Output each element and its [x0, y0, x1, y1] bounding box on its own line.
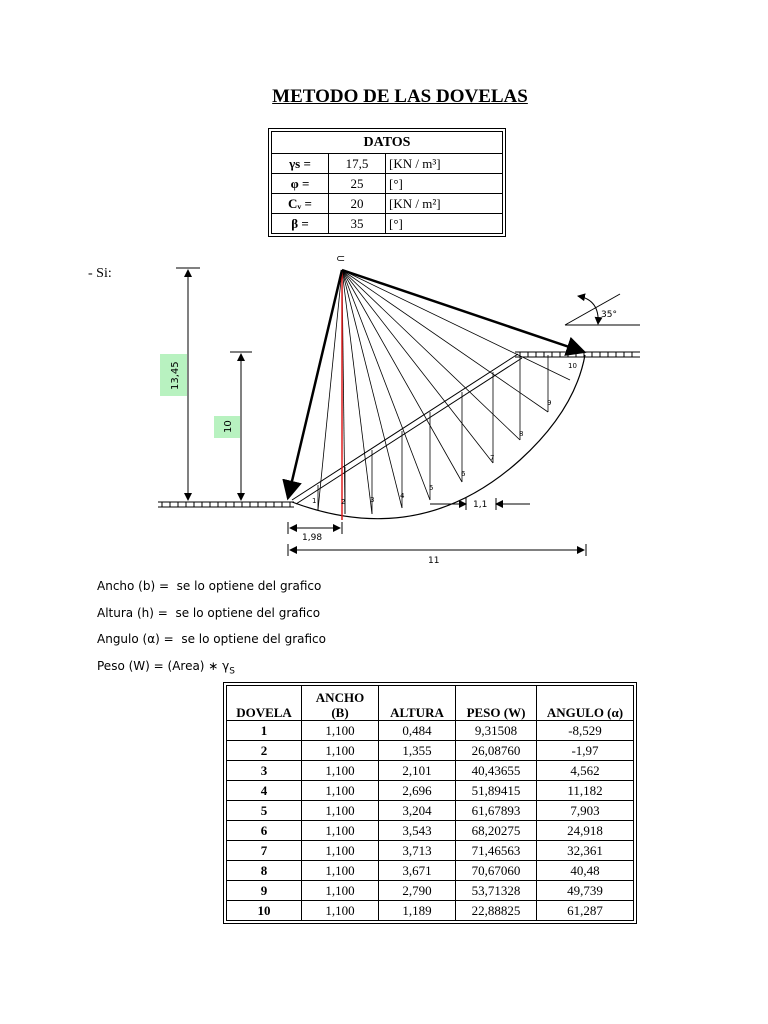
- table-cell: 1,100: [302, 881, 379, 901]
- results-header-row: [227, 686, 634, 721]
- height-total-label: 13,45: [170, 361, 181, 390]
- slice-width-dimension: [430, 498, 530, 510]
- table-row: [227, 741, 634, 761]
- table-cell: 11,182: [537, 781, 634, 801]
- formula-text: se lo optiene del grafico: [175, 606, 321, 620]
- table-cell: 1,100: [302, 861, 379, 881]
- formula-text: se lo optiene del grafico: [176, 579, 322, 593]
- table-cell: 0,484: [379, 721, 456, 741]
- datos-unit: [°]: [386, 174, 503, 194]
- angle-indicator: [565, 294, 640, 325]
- datos-header: DATOS: [272, 132, 503, 154]
- slice-number: 6: [461, 470, 466, 478]
- table-cell: 22,88825: [456, 901, 537, 921]
- table-cell: 32,361: [537, 841, 634, 861]
- column-header: ANGULO (α): [537, 686, 634, 721]
- formula-angulo: [97, 632, 326, 646]
- table-row: [227, 721, 634, 741]
- column-header: ANCHO (B): [302, 686, 379, 721]
- table-cell: 70,67060: [456, 861, 537, 881]
- table-row: [227, 901, 634, 921]
- datos-unit: [KN / m³]: [386, 154, 503, 174]
- table-cell: 51,89415: [456, 781, 537, 801]
- dovela-number: 5: [227, 801, 302, 821]
- total-width-label: 11: [428, 556, 440, 566]
- table-cell: 2,790: [379, 881, 456, 901]
- datos-unit: [°]: [386, 214, 503, 234]
- formula-label: Angulo (α) =: [97, 632, 174, 646]
- formula-altura: [97, 606, 320, 620]
- column-header: ALTURA: [379, 686, 456, 721]
- formula-peso: [97, 659, 235, 676]
- table-cell: 3,713: [379, 841, 456, 861]
- slice-number: 7: [490, 454, 495, 462]
- table-row: [227, 881, 634, 901]
- datos-value: 25: [329, 174, 386, 194]
- column-header: PESO (W): [456, 686, 537, 721]
- failure-arc: [292, 355, 585, 519]
- formula-text: se lo optiene del grafico: [181, 632, 326, 646]
- table-cell: 1,100: [302, 741, 379, 761]
- dovela-number: 7: [227, 841, 302, 861]
- table-cell: 1,189: [379, 901, 456, 921]
- table-cell: 61,287: [537, 901, 634, 921]
- slope-diagram: [0, 250, 768, 580]
- radial-lines: [318, 270, 570, 514]
- table-cell: 1,100: [302, 901, 379, 921]
- slice-number: 1: [312, 497, 317, 505]
- dovela-number: 3: [227, 761, 302, 781]
- slice-width-label: 1,1: [473, 500, 488, 510]
- datos-symbol: β =: [272, 214, 329, 234]
- offset-dimension: [288, 522, 342, 543]
- datos-unit: [KN / m²]: [386, 194, 503, 214]
- table-cell: 53,71328: [456, 881, 537, 901]
- height-slope-label: 10: [223, 420, 234, 433]
- radius-right: [342, 270, 584, 352]
- table-cell: 1,100: [302, 841, 379, 861]
- table-cell: 1,100: [302, 781, 379, 801]
- si-label: - Si:: [88, 266, 112, 281]
- slice-number: 8: [519, 430, 524, 438]
- dovela-number: 10: [227, 901, 302, 921]
- table-cell: 68,20275: [456, 821, 537, 841]
- dovela-number: 2: [227, 741, 302, 761]
- table-cell: 71,46563: [456, 841, 537, 861]
- column-header: DOVELA: [227, 686, 302, 721]
- dovela-number: 8: [227, 861, 302, 881]
- formula-label: Ancho (b) =: [97, 579, 170, 593]
- slice-number: 2: [341, 498, 346, 506]
- total-width-dimension: [288, 544, 586, 566]
- center-label: ⊂: [336, 252, 346, 265]
- datos-symbol: φ =: [272, 174, 329, 194]
- table-cell: 49,739: [537, 881, 634, 901]
- table-cell: 1,100: [302, 821, 379, 841]
- ground-hatch-right: [515, 352, 640, 357]
- datos-value: 17,5: [329, 154, 386, 174]
- datos-table: [268, 128, 506, 237]
- slice-number: 3: [370, 496, 375, 504]
- table-cell: 26,08760: [456, 741, 537, 761]
- table-cell: 1,355: [379, 741, 456, 761]
- table-row: [227, 821, 634, 841]
- dovela-number: 6: [227, 821, 302, 841]
- table-cell: 1,100: [302, 721, 379, 741]
- formula-label: Altura (h) =: [97, 606, 168, 620]
- offset-label: 1,98: [302, 533, 323, 543]
- slice-number: 9: [547, 399, 552, 407]
- table-cell: 4,562: [537, 761, 634, 781]
- table-cell: 1,100: [302, 761, 379, 781]
- table-row: [227, 841, 634, 861]
- table-cell: 3,671: [379, 861, 456, 881]
- datos-symbol: γs =: [272, 154, 329, 174]
- height-slope-dimension: [214, 352, 252, 500]
- table-cell: -8,529: [537, 721, 634, 741]
- table-cell: 40,48: [537, 861, 634, 881]
- slice-number: 10: [568, 362, 577, 370]
- table-cell: 3,543: [379, 821, 456, 841]
- table-row: [227, 861, 634, 881]
- table-row: [227, 761, 634, 781]
- formula-label: Peso (W) = (Area) ∗ γ: [97, 659, 230, 673]
- dovela-number: 1: [227, 721, 302, 741]
- table-row: [227, 781, 634, 801]
- dovela-number: 4: [227, 781, 302, 801]
- slice-number: 5: [429, 484, 434, 492]
- datos-value: 35: [329, 214, 386, 234]
- table-cell: 24,918: [537, 821, 634, 841]
- page-title: METODO DE LAS DOVELAS: [272, 86, 528, 107]
- table-row: [227, 801, 634, 821]
- table-cell: 2,101: [379, 761, 456, 781]
- table-cell: 61,67893: [456, 801, 537, 821]
- table-cell: 3,204: [379, 801, 456, 821]
- table-cell: 1,100: [302, 801, 379, 821]
- table-cell: 40,43655: [456, 761, 537, 781]
- datos-symbol: Cᵥ =: [272, 194, 329, 214]
- angle-label: 35°: [601, 310, 617, 320]
- formula-ancho: [97, 579, 321, 593]
- table-cell: 9,31508: [456, 721, 537, 741]
- slice-number: 4: [400, 492, 405, 500]
- dovela-number: 9: [227, 881, 302, 901]
- table-cell: 2,696: [379, 781, 456, 801]
- formula-subscript: S: [229, 666, 235, 677]
- table-cell: 7,903: [537, 801, 634, 821]
- table-cell: -1,97: [537, 741, 634, 761]
- radius-left: [288, 270, 342, 498]
- ground-hatch-left: [158, 502, 294, 507]
- datos-value: 20: [329, 194, 386, 214]
- results-table: [223, 682, 637, 924]
- height-total-dimension: [160, 268, 200, 500]
